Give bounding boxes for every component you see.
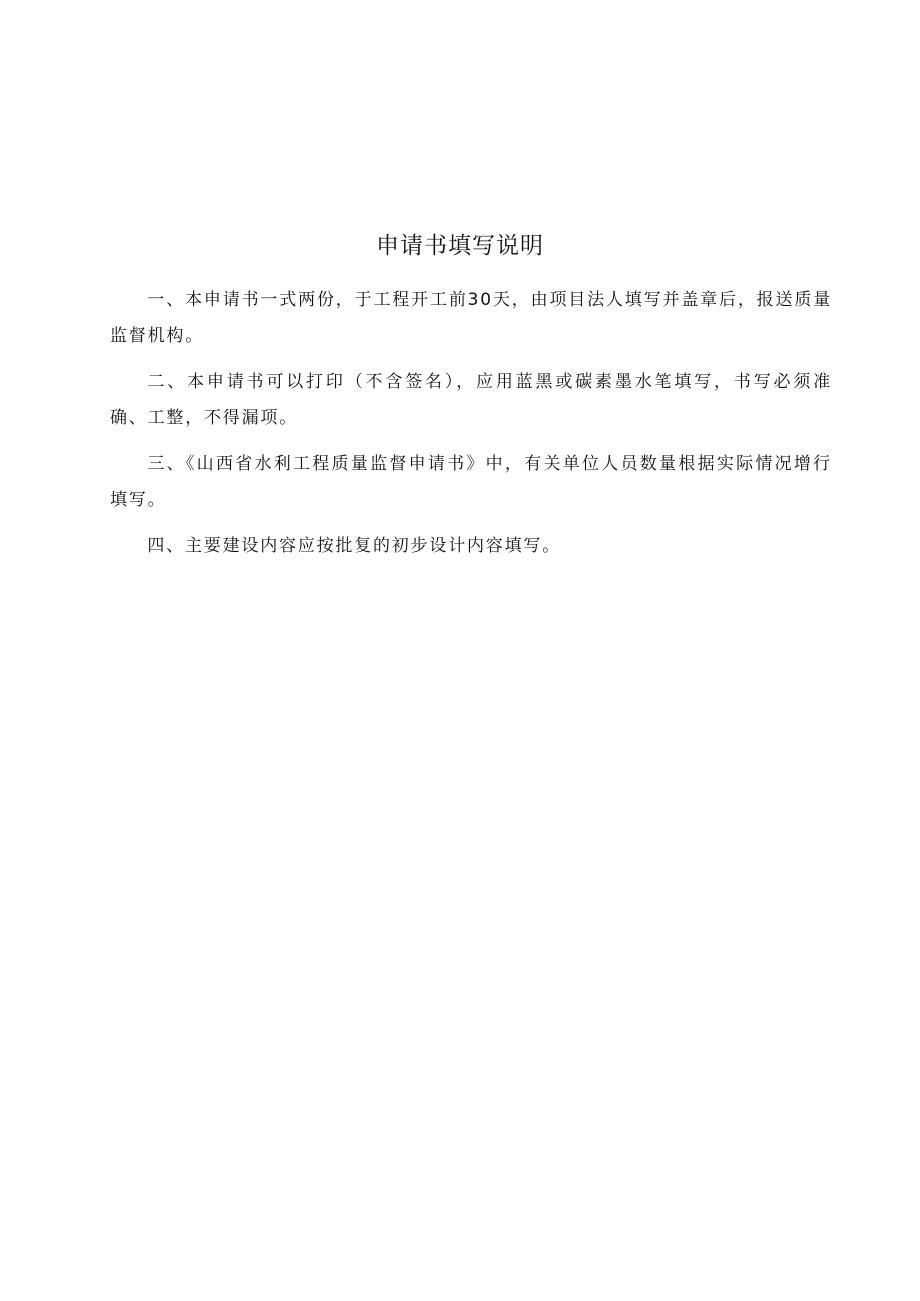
instruction-paragraph-4: 四、主要建设内容应按批复的初步设计内容填写。 [147, 536, 561, 556]
instructions-body [110, 282, 832, 574]
page-title: 申请书填写说明 [376, 233, 544, 259]
instruction-paragraph-1: 一、本申请书一式两份，于工程开工前30天，由项目法人填写并盖章后，报送质量监督机构。 [110, 290, 832, 346]
instruction-paragraph-3: 三、《山西省水利工程质量监督申请书》中，有关单位人员数量根据实际情况增行填写。 [110, 454, 832, 510]
instruction-paragraph-2: 二、本申请书可以打印（不含签名），应用蓝黑或碳素墨水笔填写，书写必须准确、工整，不得漏项。 [110, 372, 832, 428]
